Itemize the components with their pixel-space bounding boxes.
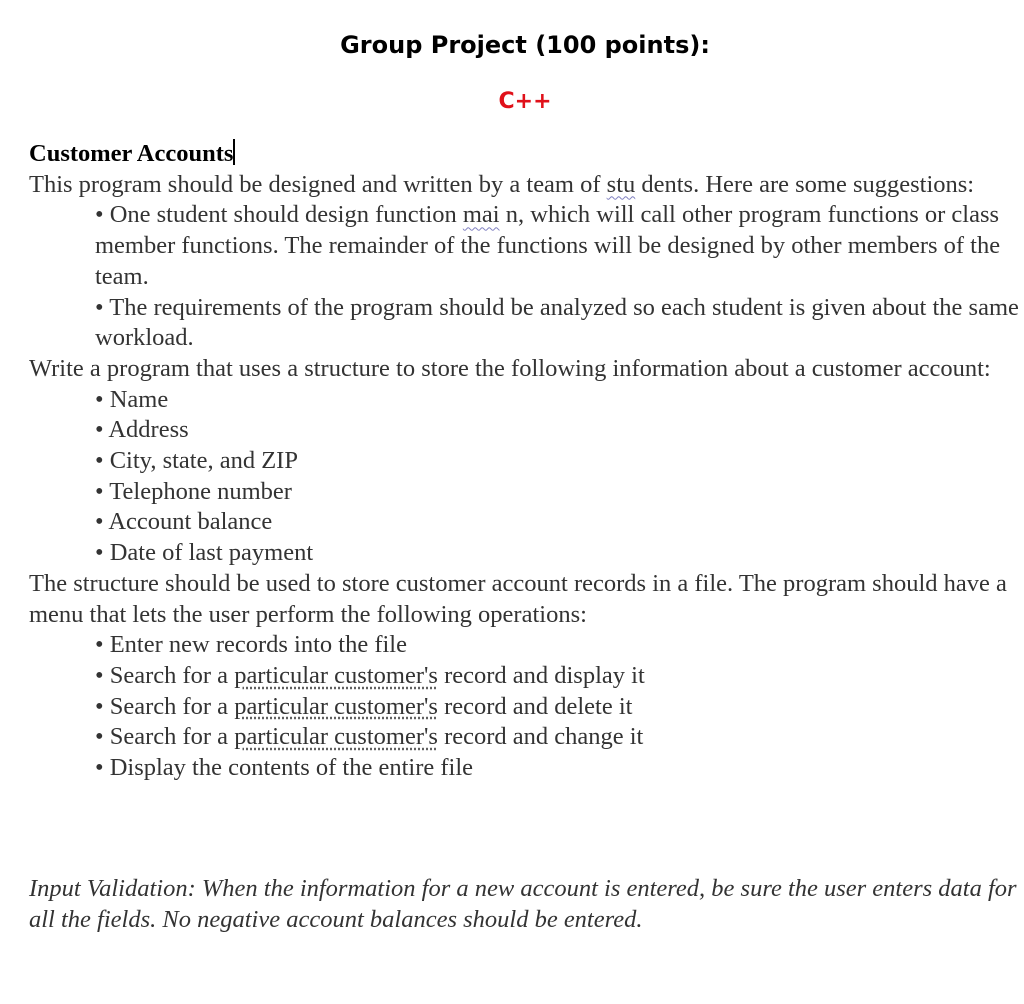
list-item: • Date of last payment xyxy=(95,539,314,567)
language-subtitle: C++ xyxy=(498,89,552,114)
list-item xyxy=(29,200,1019,292)
op-suffix: record and change it xyxy=(437,723,644,751)
list-item: • Telephone number xyxy=(95,477,292,505)
intro-text-start: This program should be designed and written by a team of xyxy=(29,170,607,198)
document-body[interactable] xyxy=(29,139,1019,784)
grammar-flag[interactable]: particular customer's xyxy=(234,661,438,689)
op-prefix: • Search for a xyxy=(95,723,235,751)
fields-paragraph: Write a program that uses a structure to store the following information about a customer account: xyxy=(29,354,991,382)
grammar-flag[interactable]: particular customer's xyxy=(234,723,438,751)
input-validation-note: Input Validation: When the information for a new account is entered, be sure the user enters data for all the fields. No negative account balances should be entered. xyxy=(29,875,1017,933)
list-item: • Enter new records into the file xyxy=(95,631,407,659)
list-item: • Name xyxy=(95,385,169,413)
list-item: • The requirements of the program should be analyzed so each student is given about the same workload. xyxy=(95,293,1019,352)
op-suffix: record and delete it xyxy=(437,692,633,720)
op-suffix: record and display it xyxy=(437,661,645,689)
page-title: Group Project (100 points): xyxy=(340,31,710,59)
grammar-flag[interactable]: particular customer's xyxy=(234,692,438,720)
spelling-flag[interactable]: mai xyxy=(462,201,500,229)
section-heading: Customer Accounts xyxy=(29,140,234,167)
text-cursor xyxy=(233,139,235,165)
intro-text-end: dents. Here are some suggestions: xyxy=(635,170,975,198)
list-item: • Address xyxy=(95,416,189,444)
suggestion-text-end: n, which will call other program functions or class member functions. The remainder of the functions will be designed by other members of the team. xyxy=(95,201,1001,290)
list-item: • City, state, and ZIP xyxy=(95,447,298,475)
menu-paragraph: The structure should be used to store customer account records in a file. The program should have a menu that lets the user perform the following operations: xyxy=(29,569,1007,628)
op-prefix: • Search for a xyxy=(95,692,235,720)
suggestion-text-start: • One student should design function xyxy=(95,201,463,229)
intro-paragraph xyxy=(29,170,1019,201)
list-item: • Display the contents of the entire file xyxy=(95,754,474,782)
op-prefix: • Search for a xyxy=(95,661,235,689)
list-item: • Account balance xyxy=(95,508,273,536)
list-item xyxy=(29,661,1019,692)
spelling-flag[interactable]: stu xyxy=(606,170,636,198)
list-item xyxy=(29,722,1019,753)
list-item xyxy=(29,692,1019,723)
